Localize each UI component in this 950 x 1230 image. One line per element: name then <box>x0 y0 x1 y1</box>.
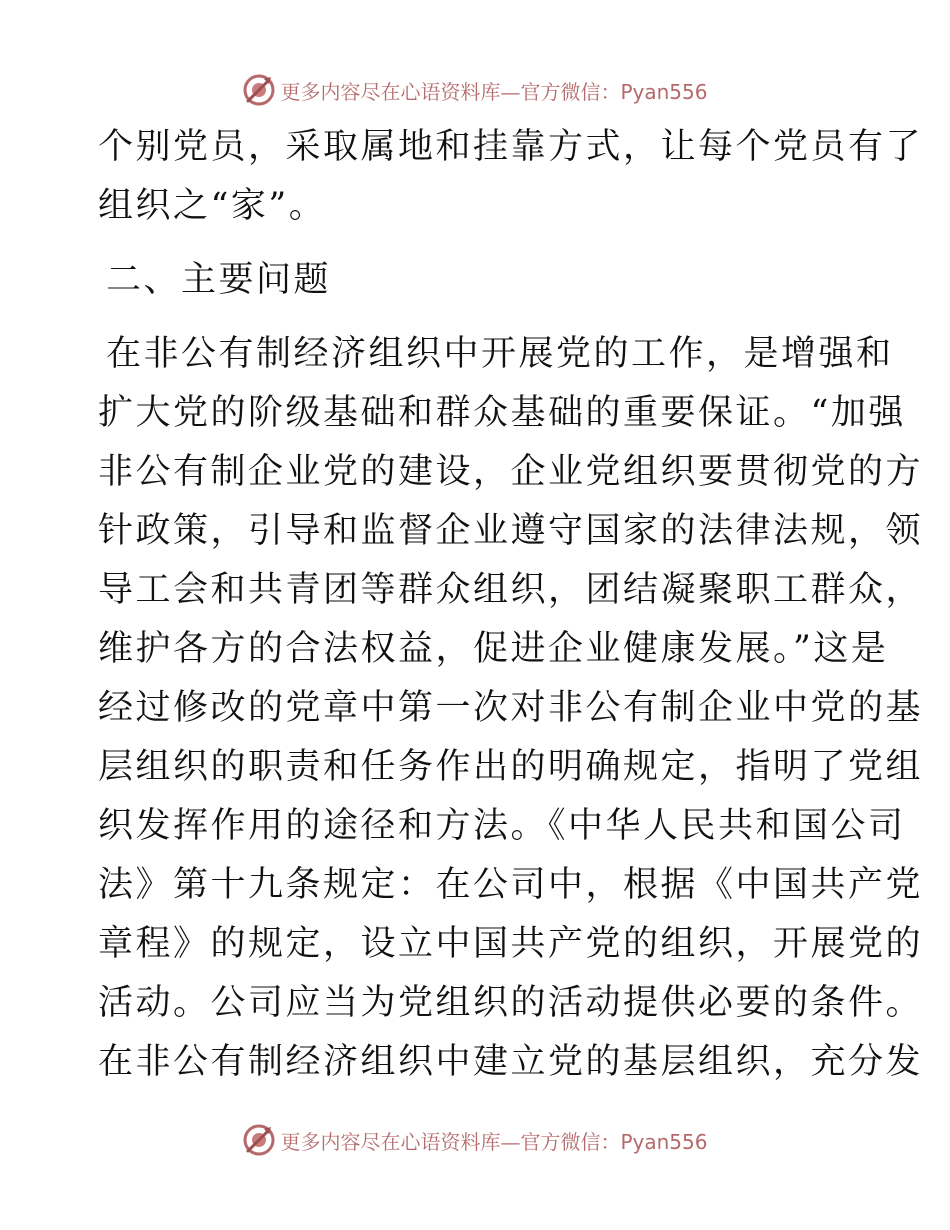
document-body <box>98 118 924 1092</box>
header-watermark-banner <box>0 70 950 110</box>
logo-icon <box>242 73 276 107</box>
footer-brand-text: 更多内容尽在心语资料库— <box>280 1129 521 1154</box>
paragraph-line: 织发挥作用的途径和方法。《中华人民共和国公司 <box>98 806 906 846</box>
paragraph-line: 法》第十九条规定：在公司中，根据《中国共产党 <box>98 865 924 905</box>
paragraph-line: 层组织的职责和任务作出的明确规定，指明了党组 <box>98 747 924 787</box>
footer-watermark-banner <box>0 1120 950 1160</box>
header-wechat-text: 官方微信：Pyan556 <box>520 79 708 104</box>
section-heading: 二、主要问题 <box>106 260 332 300</box>
paragraph-line: 扩大党的阶级基础和群众基础的重要保证。“加强 <box>98 393 906 433</box>
paragraph-line: 维护各方的合法权益，促进企业健康发展。”这是 <box>98 629 889 669</box>
paragraph-line: 活动。公司应当为党组织的活动提供必要的条件。 <box>98 983 924 1023</box>
footer-wechat-text: 官方微信：Pyan556 <box>520 1129 708 1154</box>
paragraph-line: 章程》的规定，设立中国共产党的组织，开展党的 <box>98 924 924 964</box>
logo-icon <box>242 1123 276 1157</box>
paragraph-line: 经过修改的党章中第一次对非公有制企业中党的基 <box>98 688 924 728</box>
header-brand-text: 更多内容尽在心语资料库— <box>280 79 521 104</box>
paragraph-line: 在非公有制经济组织中建立党的基层组织，充分发 <box>98 1042 924 1082</box>
paragraph-line: 非公有制企业党的建设，企业党组织要贯彻党的方 <box>98 452 924 492</box>
paragraph-line: 个别党员，采取属地和挂靠方式，让每个党员有了 <box>98 127 924 167</box>
paragraph-line: 导工会和共青团等群众组织，团结凝聚职工群众， <box>98 570 924 610</box>
paragraph-line: 针政策，引导和监督企业遵守国家的法律法规，领 <box>98 511 924 551</box>
paragraph-line: 在非公有制经济组织中开展党的工作，是增强和 <box>106 334 894 374</box>
paragraph-line: 组织之“家”。 <box>98 186 327 226</box>
